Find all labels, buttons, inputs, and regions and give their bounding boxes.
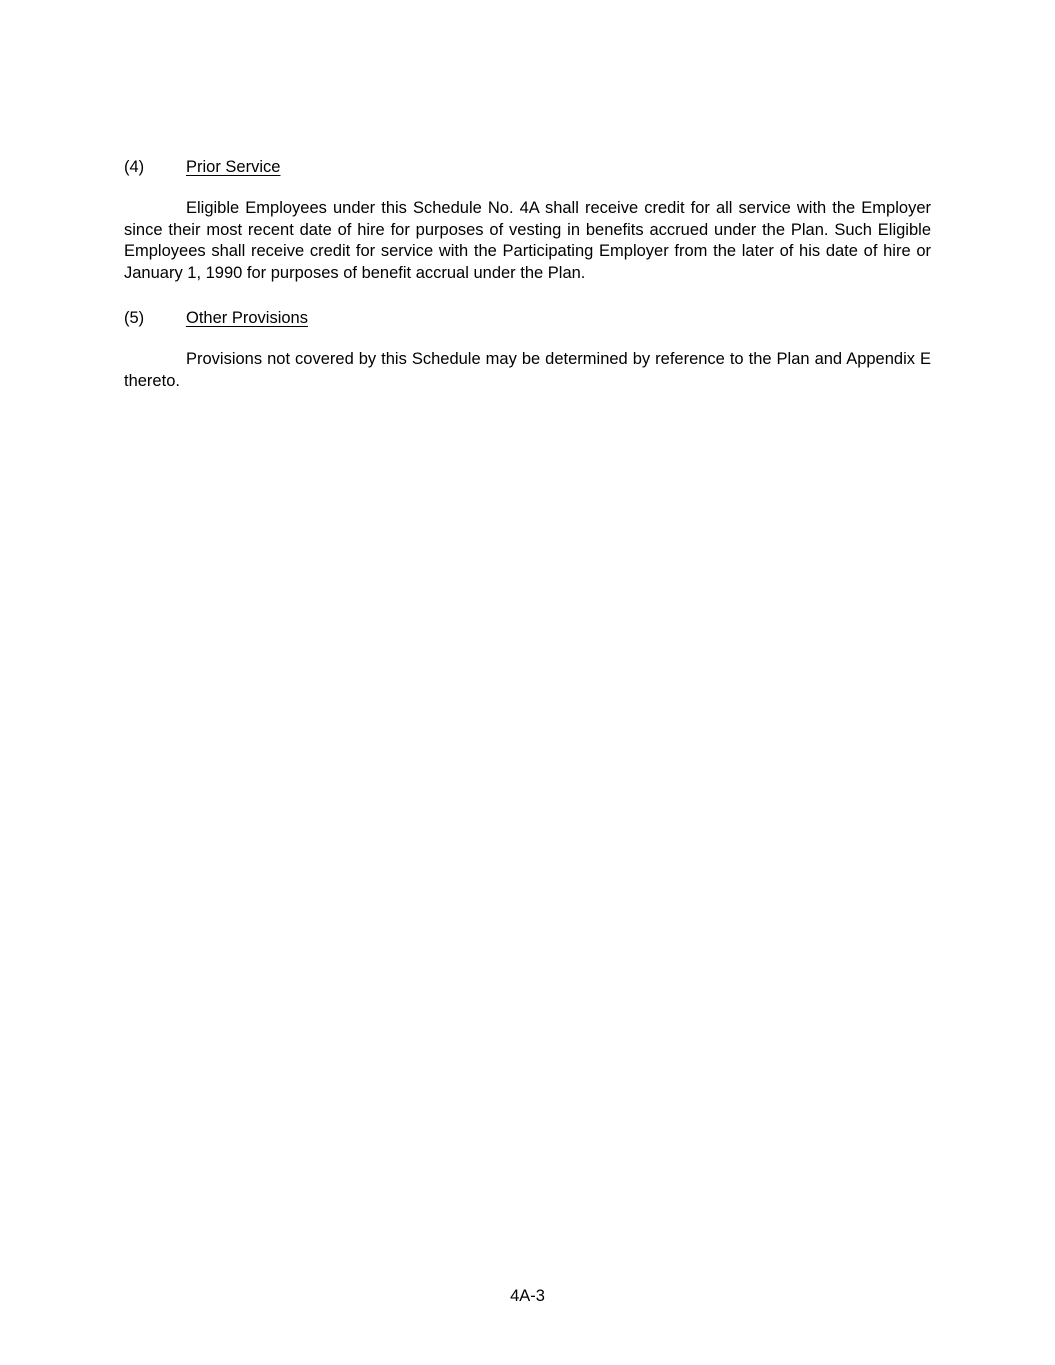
section-title: Other Provisions [186, 308, 308, 327]
section-paragraph: Eligible Employees under this Schedule No. 4A shall receive credit for all service with the Employer since their most recent date of hire for purposes of vesting in benefits accrued under the Plan. Such Eligible Employees shall receive credit for service with the Participating Employer from the later of his date of hire or January 1, 1990 for purposes of benefit accrual under the Plan. [124, 199, 931, 283]
section-number: (4) [124, 158, 145, 176]
document-content [124, 156, 931, 414]
page-number: 4A-3 [510, 1287, 545, 1305]
section-heading [124, 307, 931, 329]
section-other-provisions [124, 307, 931, 392]
section-number: (5) [124, 308, 145, 327]
section-heading [124, 156, 931, 178]
section-title: Prior Service [186, 158, 281, 176]
section-prior-service [124, 156, 931, 285]
section-paragraph: Provisions not covered by this Schedule may be determined by reference to the Plan and Appendix E thereto. [124, 349, 931, 390]
